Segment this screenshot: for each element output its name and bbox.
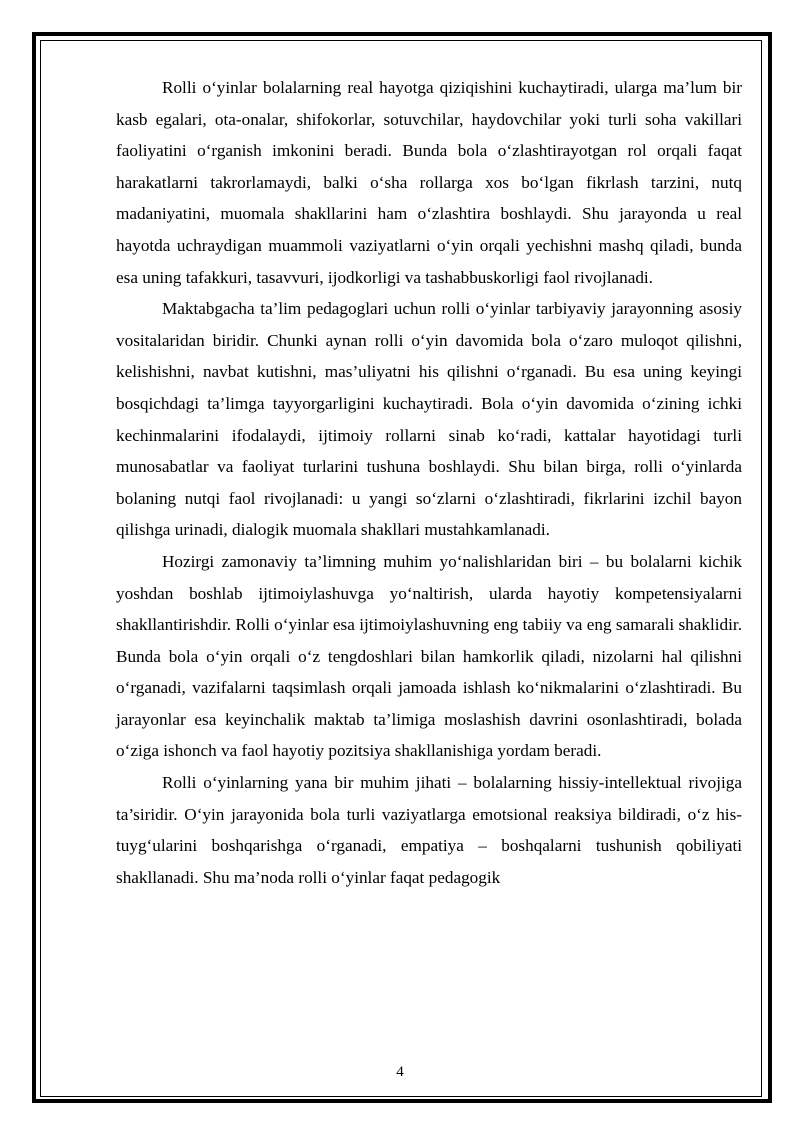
page-number: 4 (396, 1064, 404, 1080)
paragraph: Hozirgi zamonaviy ta’limning muhim yo‘nalishlaridan biri – bu bolalarni kichik yoshdan boshlab ijtimoiylashuvga yo‘naltirish, ularda hayotiy kompetensiyalarni shakllantirishdir. Rolli o‘yinlar esa ijtimoiylashuvning eng tabiiy va eng samarali shaklidir. Bunda bola o‘yin orqali o‘z tengdoshlari bilan hamkorlik qiladi, nizolarni hal qilishni o‘rganadi, vazifalarni taqsimlash orqali jamoada ishlash ko‘nikmalarini o‘zlashtiradi. Bu jarayonlar esa keyinchalik maktab ta’limiga moslashish davrini osonlashtiradi, bolada o‘ziga ishonch va faol hayotiy pozitsiya shakllanishiga yordam beradi. (116, 551, 742, 761)
paragraph: Rolli o‘yinlarning yana bir muhim jihati – bolalarning hissiy-intellektual rivojiga ta’siridir. O‘yin jarayonida bola turli vaziyatlarga emotsional reaksiya bildiradi, o‘z his-tuyg‘ularini boshqarishga o‘rganadi, empatiya – boshqalarni tushunish qobiliyati shakllanadi. Shu ma’noda rolli o‘yinlar faqat pedagogik (116, 773, 742, 887)
paragraph: Rolli o‘yinlar bolalarning real hayotga qiziqishini kuchaytiradi, ularga ma’lum bir kasb egalari, ota-onalar, shifokorlar, sotuvchilar, haydovchilar yoki turli soha vakillari faoliyatini o‘rganish imkonini beradi. Bunda bola o‘zlashtirayotgan rol orqali faqat harakatlarni takrorlamaydi, balki o‘sha rollarga xos bo‘lgan fikrlash tarzini, nutq madaniyatini, muomala shakllarini ham o‘zlashtira boshlaydi. Shu jarayonda u real hayotda uchraydigan muammoli vaziyatlarni o‘yin orqali yechishni mashq qiladi, bunda esa uning tafakkuri, tasavvuri, ijodkorligi va tashabbuskorligi faol rivojlanadi. (116, 78, 742, 287)
paragraph: Maktabgacha ta’lim pedagoglari uchun rolli o‘yinlar tarbiyaviy jarayonning asosiy vositalaridan biridir. Chunki aynan rolli o‘yin davomida bola o‘zaro muloqot qilishni, kelishishni, navbat kutishni, mas’uliyatni his qilishni o‘rganadi. Bu esa uning keyingi bosqichdagi ta’limga tayyorgarligini kuchaytiradi. Bola o‘yin davomida o‘zining ichki kechinmalarini ifodalaydi, ijtimoiy rollarni sinab ko‘radi, kattalar hayotidagi turli munosabatlar va faoliyat turlarini tushuna boshlaydi. Shu bilan birga, rolli o‘yinlarda bolaning nutqi faol rivojlanadi: u yangi so‘zlarni o‘zlashtiradi, fikrlarini izchil bayon qilishga urinadi, dialogik muomala shakllari mustahkamlanadi. (116, 299, 742, 540)
document-body (116, 72, 742, 893)
